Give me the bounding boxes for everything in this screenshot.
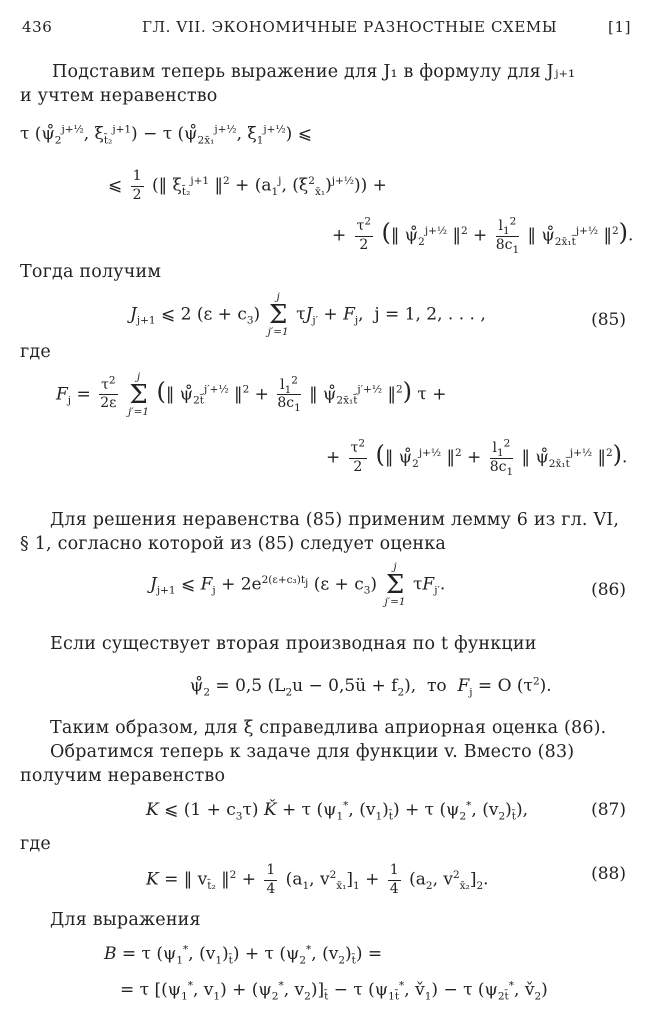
equation-b: B = τ ($\psi_1^*$, $(v_1)_{t̄}) + \tau$ ($\psi_2^*$, $(v_2)_{t̄}$) = <box>104 943 383 967</box>
paragraph-line: и учтем неравенство <box>20 86 218 106</box>
equation-86: $J_{j+1}$ ⩽ $F_j + 2e^{2(\varepsilon+c_3)t_j}$ $(\varepsilon + c_3)$ j Σ j′=1 $\tau F_{j'}$. <box>150 561 446 609</box>
equation-number: (87) <box>591 800 626 820</box>
inequality-line: ⩽ $\frac{1}{2}$ (‖ $\xi_{t̄_2}^{j+1}$ ‖$^2$ + ($a_1^j$, $(\xi^2_{x̄_1})^{j+\frac{1}{2}}$)) + <box>108 168 387 203</box>
paragraph-line: Обратимся теперь к задаче для функции v. Вместо (83) <box>50 742 575 762</box>
equation-number: (88) <box>591 864 626 884</box>
equation-87: K ⩽ $(1 + c_3\tau)$ Ǩ + τ ($\psi_1^*$, $(v_1)_{t̄}) + \tau$ ($\psi_2^*$, $(v_2)_{t̄}$), <box>146 799 529 823</box>
equation-fj-cont: + $\frac{\tau^2}{2}$ (‖ $\psi̊_2^{j+\frac{1}{2}}$ ‖$^2$ + $\frac{l_1^2}{8c_1}$ ‖ $\psi̊_{2x̄_1t̄}^{j+\frac{1}{2}}$ ‖$^2$). <box>326 437 628 478</box>
paragraph-line: Для выражения <box>50 910 201 930</box>
equation-number: (86) <box>591 580 626 600</box>
paragraph-line: где <box>20 342 51 362</box>
running-title: ГЛ. VII. ЭКОНОМИЧНЫЕ РАЗНОСТНЫЕ СХЕМЫ <box>142 18 558 36</box>
paragraph-line: Таким образом, для ξ справедлива априорная оценка (86). <box>50 718 607 738</box>
equation-fj: $F_j$ = $\frac{\tau^2}{2\varepsilon}$ j Σ j′=1 (‖ $\psi̊_{2t̄}^{j'+\frac{1}{2}}$ ‖$^2$ + $\frac{l_1^2}{8c_1}$ ‖ $\psi̊_{2x̄_1t̄}^{j'+\frac{1}{2}}$ ‖$^2$) τ + <box>56 371 447 419</box>
equation-85: $J_{j+1}$ ⩽ 2 $(\varepsilon + c_3)$ j Σ j′=1 $\tau J_{j'} + F_j$, j = 1, 2, . . . , <box>130 291 486 339</box>
paragraph-line: Для решения неравенства (85) применим лемму 6 из гл. VI, <box>50 510 620 530</box>
paragraph-line: Тогда получим <box>20 262 162 282</box>
paragraph-line: Подставим теперь выражение для J₁ в формулу для Jⱼ₊₁ <box>52 62 576 82</box>
equation-88: K = ‖ $v_{t̄_2}$ ‖$^2$ + $\frac{1}{4}$ ($a_1$, $v^2_{x̄_1}]_1$ + $\frac{1}{4}$ ($a_2$, $v^2_{x̄_2}]_2$. <box>146 862 489 897</box>
inequality-line: τ ($\psi̊_2^{j+\frac{1}{2}}$, $\xi_{t̄_2}^{j+1}) - \tau$ ($\psi̊_{2x̄_1}^{j+\frac{1}{2}}$, $\xi_1^{j+\frac{1}{2}}$) ⩽ <box>20 123 312 147</box>
section-mark: [1] <box>608 18 632 36</box>
paragraph-line: получим неравенство <box>20 766 226 786</box>
paragraph-line: где <box>20 834 51 854</box>
inequality-line: + $\frac{\tau^2}{2}$ (‖ $\psi̊_2^{j+\frac{1}{2}}$ ‖$^2$ + $\frac{l_1^2}{8c_1}$ ‖ $\psi̊_{2x̄_1t̄}^{j+\frac{1}{2}}$ ‖$^2$). <box>332 215 634 256</box>
page-number: 436 <box>22 18 53 36</box>
paragraph-line: § 1, согласно которой из (85) следует оценка <box>20 534 447 554</box>
equation-number: (85) <box>591 310 626 330</box>
paragraph-line: Если существует вторая производная по t функции <box>50 634 537 654</box>
equation-b-cont: = τ [($\psi_1^*$, $v_1) + (\psi_2^*$, $v_2)]_{t̄} - \tau$ ($\psi_{1t̄}^*$, $v̌_1) - \tau$ ($\psi_{2t̄}^*$, $v̌_2$) <box>120 979 548 1003</box>
equation-psi2: $\psi̊_2 = 0,5$ ($L_2u$ − 0,5ü + $f_2$), то $F_j = O$ $(\tau^2)$. <box>190 675 552 699</box>
